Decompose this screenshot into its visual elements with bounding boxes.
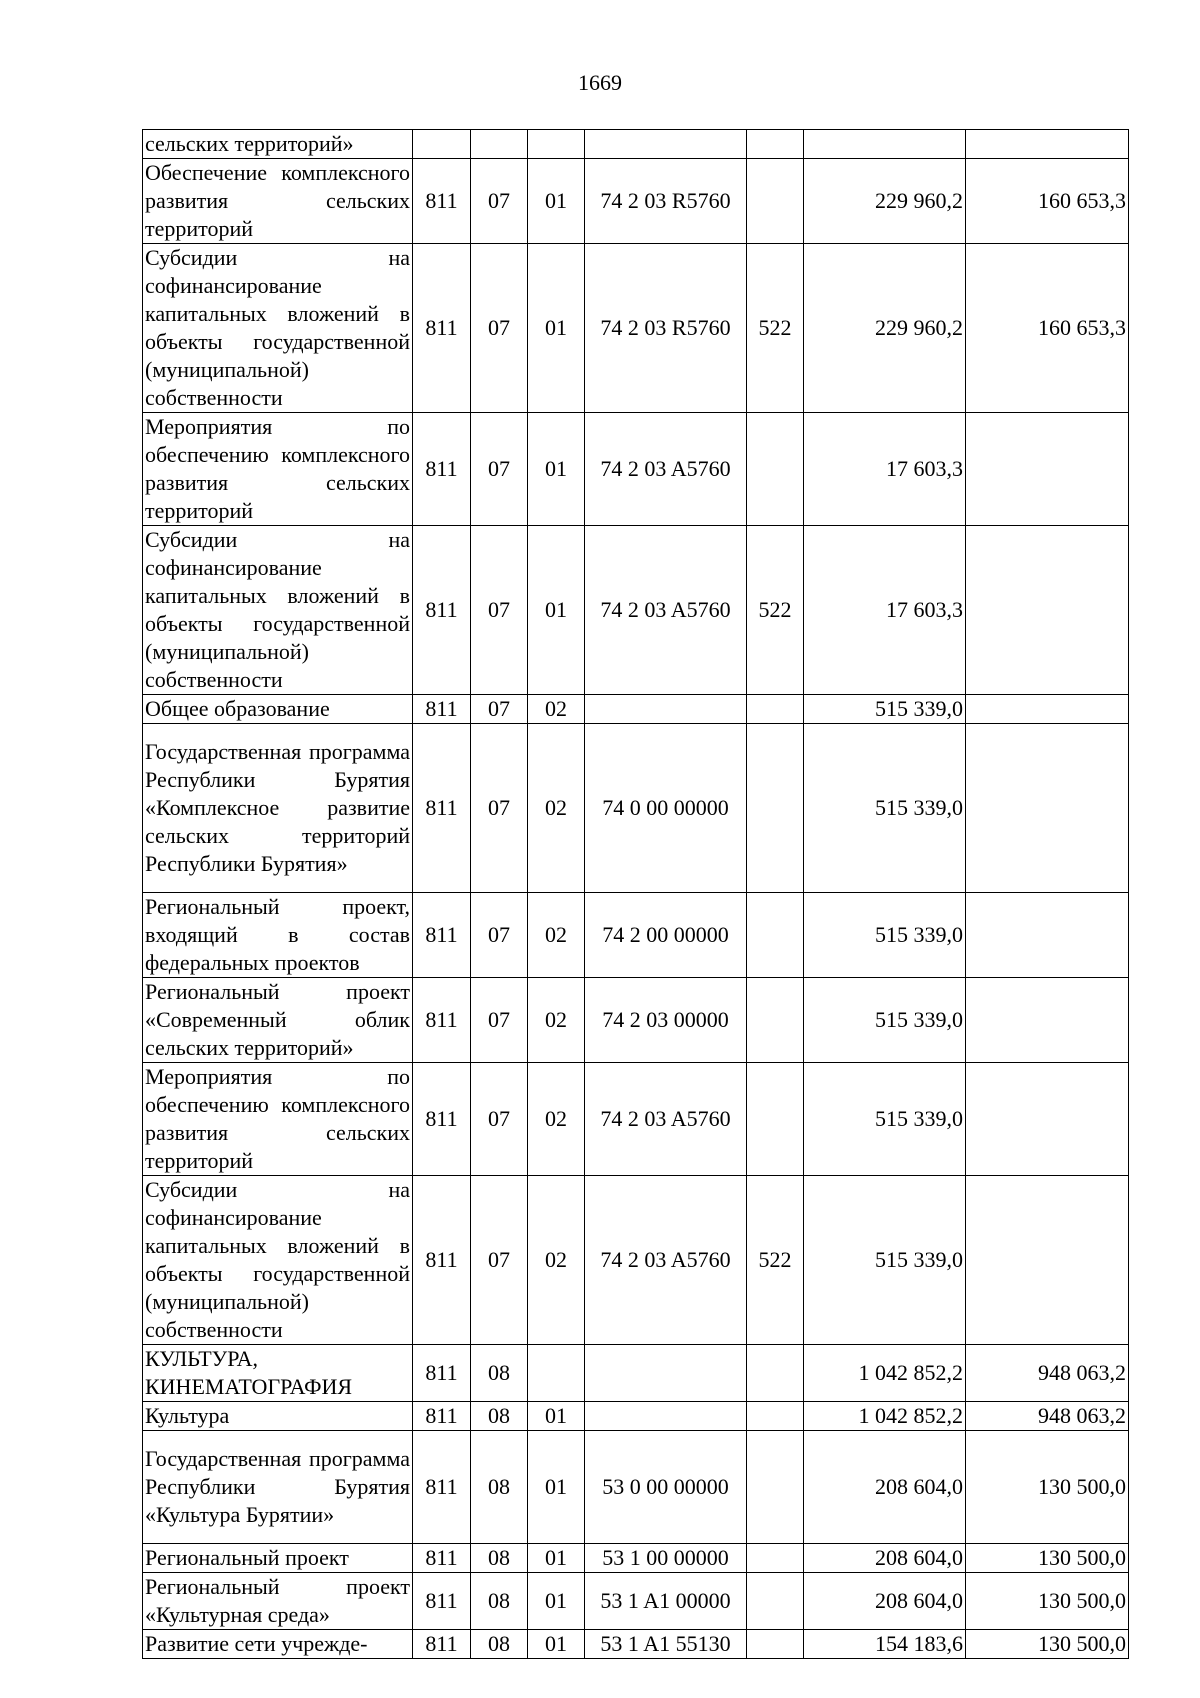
sum1-cell: 208 604,0 xyxy=(804,1544,966,1573)
code-cell: 811 xyxy=(413,1630,471,1659)
target-cell: 74 2 00 00000 xyxy=(585,893,747,978)
row-name-cell: Мероприятия по обеспечению комплексного развития сельских территорий xyxy=(143,413,413,526)
code-cell: 811 xyxy=(413,1176,471,1345)
sum1-cell: 515 339,0 xyxy=(804,1176,966,1345)
row-name-cell: Субсидии на софинансирование капитальных вложений в объекты государственной (муниципальной) собственности xyxy=(143,526,413,695)
target-cell: 74 2 03 A5760 xyxy=(585,413,747,526)
row-name-cell: Мероприятия по обеспечению комплексного развития сельских территорий xyxy=(143,1063,413,1176)
code-cell: 811 xyxy=(413,893,471,978)
subsection-cell: 02 xyxy=(528,893,585,978)
code-cell: 811 xyxy=(413,695,471,724)
sum2-cell xyxy=(966,413,1129,526)
section-cell: 07 xyxy=(471,695,528,724)
page-number: 1669 xyxy=(578,70,622,95)
row-name-cell: Обеспечение комплексного развития сельских территорий xyxy=(143,159,413,244)
table-row xyxy=(143,893,1129,978)
sum1-cell: 17 603,3 xyxy=(804,526,966,695)
subsection-cell: 02 xyxy=(528,695,585,724)
code-cell: 811 xyxy=(413,159,471,244)
type-cell: 522 xyxy=(747,1176,804,1345)
section-cell: 08 xyxy=(471,1402,528,1431)
sum2-cell xyxy=(966,695,1129,724)
type-cell xyxy=(747,1630,804,1659)
type-cell xyxy=(747,1402,804,1431)
sum2-cell xyxy=(966,978,1129,1063)
target-cell: 74 2 03 A5760 xyxy=(585,526,747,695)
sum1-cell: 1 042 852,2 xyxy=(804,1345,966,1402)
subsection-cell: 01 xyxy=(528,1431,585,1544)
subsection-cell: 02 xyxy=(528,724,585,893)
type-cell xyxy=(747,893,804,978)
type-cell xyxy=(747,1063,804,1176)
sum2-cell xyxy=(966,130,1129,159)
budget-table-body xyxy=(143,130,1129,1659)
target-cell: 53 1 A1 00000 xyxy=(585,1573,747,1630)
sum2-cell xyxy=(966,1176,1129,1345)
subsection-cell: 01 xyxy=(528,159,585,244)
row-name-cell: Общее образование xyxy=(143,695,413,724)
table-row xyxy=(143,413,1129,526)
subsection-cell xyxy=(528,130,585,159)
table-row xyxy=(143,1544,1129,1573)
target-cell: 53 1 A1 55130 xyxy=(585,1630,747,1659)
table-row xyxy=(143,130,1129,159)
sum2-cell: 130 500,0 xyxy=(966,1431,1129,1544)
type-cell xyxy=(747,159,804,244)
subsection-cell: 02 xyxy=(528,978,585,1063)
code-cell: 811 xyxy=(413,1431,471,1544)
sum1-cell: 515 339,0 xyxy=(804,893,966,978)
target-cell: 74 2 03 00000 xyxy=(585,978,747,1063)
sum2-cell xyxy=(966,893,1129,978)
code-cell: 811 xyxy=(413,724,471,893)
section-cell: 07 xyxy=(471,413,528,526)
section-cell: 07 xyxy=(471,244,528,413)
table-row xyxy=(143,159,1129,244)
section-cell: 08 xyxy=(471,1573,528,1630)
sum2-cell: 948 063,2 xyxy=(966,1402,1129,1431)
row-name-cell: КУЛЬТУРА, КИНЕМАТОГРАФИЯ xyxy=(143,1345,413,1402)
type-cell: 522 xyxy=(747,244,804,413)
sum2-cell: 160 653,3 xyxy=(966,244,1129,413)
table-row xyxy=(143,978,1129,1063)
sum1-cell: 515 339,0 xyxy=(804,724,966,893)
section-cell: 07 xyxy=(471,1063,528,1176)
sum2-cell: 948 063,2 xyxy=(966,1345,1129,1402)
target-cell: 74 2 03 A5760 xyxy=(585,1063,747,1176)
sum2-cell xyxy=(966,1063,1129,1176)
table-row xyxy=(143,1402,1129,1431)
row-name-cell: Государственная программа Республики Бурятия «Комплексное развитие сельских территорий Республики Бурятия» xyxy=(143,724,413,893)
type-cell xyxy=(747,1345,804,1402)
row-name-cell: Развитие сети учрежде- xyxy=(143,1630,413,1659)
section-cell: 08 xyxy=(471,1431,528,1544)
subsection-cell: 01 xyxy=(528,526,585,695)
target-cell xyxy=(585,695,747,724)
sum2-cell: 160 653,3 xyxy=(966,159,1129,244)
type-cell xyxy=(747,413,804,526)
code-cell xyxy=(413,130,471,159)
sum1-cell: 515 339,0 xyxy=(804,695,966,724)
table-row xyxy=(143,526,1129,695)
row-name-cell: Государственная программа Республики Бурятия «Культура Бурятии» xyxy=(143,1431,413,1544)
sum1-cell: 208 604,0 xyxy=(804,1431,966,1544)
subsection-cell: 01 xyxy=(528,413,585,526)
type-cell xyxy=(747,724,804,893)
sum1-cell: 229 960,2 xyxy=(804,159,966,244)
code-cell: 811 xyxy=(413,244,471,413)
sum1-cell: 229 960,2 xyxy=(804,244,966,413)
code-cell: 811 xyxy=(413,413,471,526)
code-cell: 811 xyxy=(413,1345,471,1402)
sum2-cell: 130 500,0 xyxy=(966,1544,1129,1573)
table-row xyxy=(143,1630,1129,1659)
target-cell: 74 0 00 00000 xyxy=(585,724,747,893)
sum2-cell xyxy=(966,526,1129,695)
target-cell: 53 0 00 00000 xyxy=(585,1431,747,1544)
section-cell: 07 xyxy=(471,893,528,978)
table-row xyxy=(143,1431,1129,1544)
row-name-cell: Региональный проект «Современный облик сельских территорий» xyxy=(143,978,413,1063)
subsection-cell: 01 xyxy=(528,1544,585,1573)
sum1-cell: 154 183,6 xyxy=(804,1630,966,1659)
subsection-cell: 02 xyxy=(528,1063,585,1176)
row-name-cell: сельских территорий» xyxy=(143,130,413,159)
code-cell: 811 xyxy=(413,1402,471,1431)
code-cell: 811 xyxy=(413,526,471,695)
sum1-cell: 515 339,0 xyxy=(804,978,966,1063)
type-cell xyxy=(747,978,804,1063)
table-row xyxy=(143,1573,1129,1630)
type-cell xyxy=(747,1431,804,1544)
target-cell: 53 1 00 00000 xyxy=(585,1544,747,1573)
sum1-cell: 1 042 852,2 xyxy=(804,1402,966,1431)
table-row xyxy=(143,724,1129,893)
table-row xyxy=(143,244,1129,413)
type-cell xyxy=(747,695,804,724)
code-cell: 811 xyxy=(413,1063,471,1176)
subsection-cell: 01 xyxy=(528,1630,585,1659)
row-name-cell: Субсидии на софинансирование капитальных вложений в объекты государственной (муниципальной) собственности xyxy=(143,244,413,413)
sum2-cell: 130 500,0 xyxy=(966,1630,1129,1659)
section-cell: 07 xyxy=(471,724,528,893)
sum1-cell: 515 339,0 xyxy=(804,1063,966,1176)
subsection-cell: 02 xyxy=(528,1176,585,1345)
type-cell: 522 xyxy=(747,526,804,695)
table-row xyxy=(143,1063,1129,1176)
sum1-cell: 17 603,3 xyxy=(804,413,966,526)
section-cell: 07 xyxy=(471,159,528,244)
table-row xyxy=(143,1176,1129,1345)
section-cell: 08 xyxy=(471,1630,528,1659)
subsection-cell xyxy=(528,1345,585,1402)
target-cell xyxy=(585,1345,747,1402)
code-cell: 811 xyxy=(413,1573,471,1630)
section-cell: 07 xyxy=(471,978,528,1063)
row-name-cell: Региональный проект, входящий в состав федеральных проектов xyxy=(143,893,413,978)
sum2-cell: 130 500,0 xyxy=(966,1573,1129,1630)
subsection-cell: 01 xyxy=(528,1573,585,1630)
target-cell: 74 2 03 R5760 xyxy=(585,244,747,413)
row-name-cell: Региональный проект xyxy=(143,1544,413,1573)
sum2-cell xyxy=(966,724,1129,893)
sum1-cell xyxy=(804,130,966,159)
section-cell: 07 xyxy=(471,1176,528,1345)
sum1-cell: 208 604,0 xyxy=(804,1573,966,1630)
budget-table xyxy=(142,129,1129,1659)
code-cell: 811 xyxy=(413,1544,471,1573)
row-name-cell: Субсидии на софинансирование капитальных вложений в объекты государственной (муниципальной) собственности xyxy=(143,1176,413,1345)
subsection-cell: 01 xyxy=(528,244,585,413)
target-cell: 74 2 03 A5760 xyxy=(585,1176,747,1345)
code-cell: 811 xyxy=(413,978,471,1063)
target-cell xyxy=(585,130,747,159)
type-cell xyxy=(747,1544,804,1573)
target-cell: 74 2 03 R5760 xyxy=(585,159,747,244)
section-cell: 08 xyxy=(471,1544,528,1573)
target-cell xyxy=(585,1402,747,1431)
type-cell xyxy=(747,1573,804,1630)
section-cell: 08 xyxy=(471,1345,528,1402)
subsection-cell: 01 xyxy=(528,1402,585,1431)
type-cell xyxy=(747,130,804,159)
table-row xyxy=(143,695,1129,724)
section-cell: 07 xyxy=(471,526,528,695)
row-name-cell: Региональный проект «Культурная среда» xyxy=(143,1573,413,1630)
section-cell xyxy=(471,130,528,159)
table-row xyxy=(143,1345,1129,1402)
row-name-cell: Культура xyxy=(143,1402,413,1431)
